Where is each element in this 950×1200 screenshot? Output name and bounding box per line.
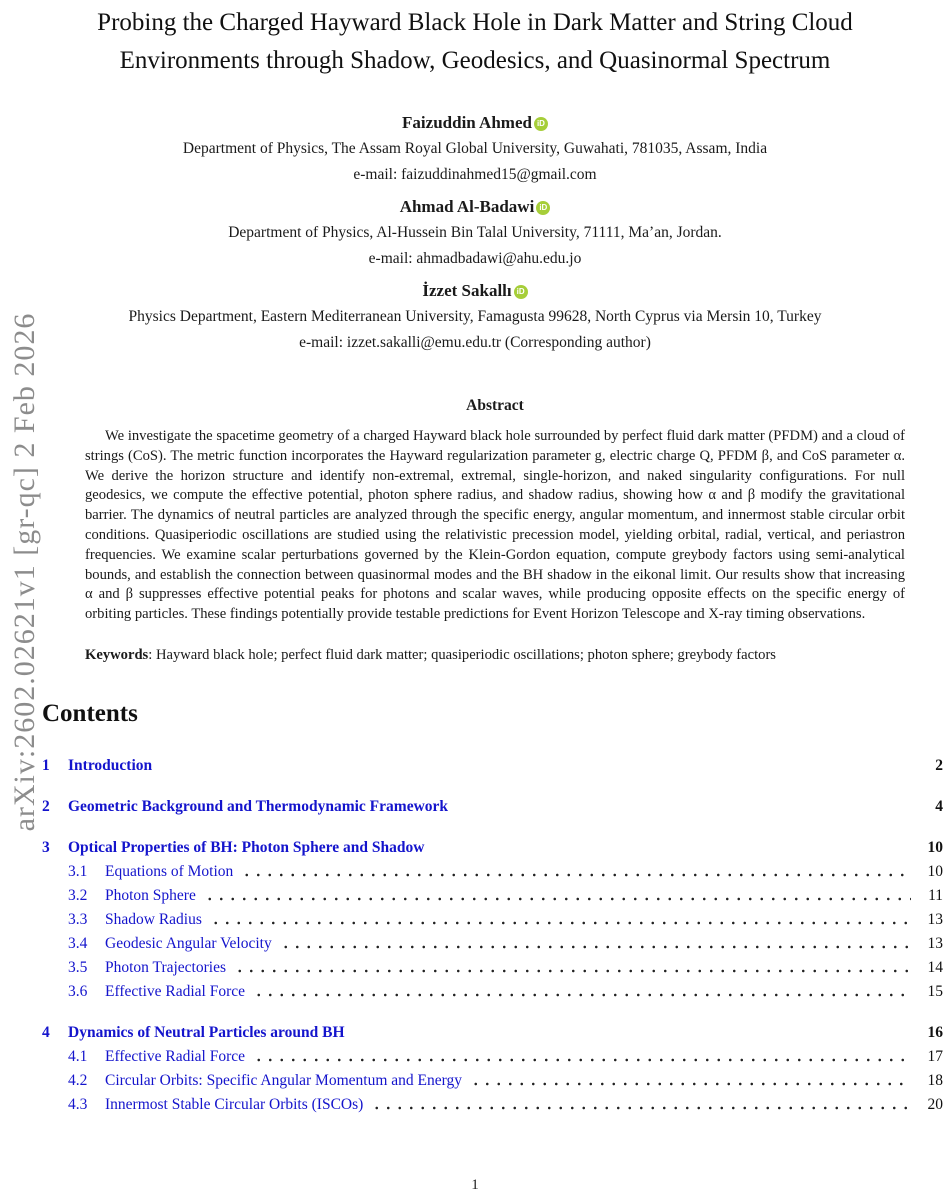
paper-title-line2: Environments through Shadow, Geodesics, and Quasinormal Spectrum (119, 47, 831, 74)
toc-entry-shadow-radius[interactable] (42, 908, 943, 932)
toc-entry-iscos[interactable] (42, 1093, 943, 1117)
author-email-3: e-mail: izzet.sakalli@emu.edu.tr (Corresponding author) (299, 333, 651, 351)
toc-dot-leader (353, 1033, 911, 1039)
toc-entry-title[interactable]: Dynamics of Neutral Particles around BH (68, 1023, 345, 1041)
author-affiliation-2: Department of Physics, Al-Hussein Bin Talal University, 71111, Ma’an, Jordan. (228, 224, 722, 241)
author-name-3 (0, 278, 950, 304)
toc-entry-title[interactable]: Optical Properties of BH: Photon Sphere and Shadow (68, 838, 425, 856)
toc-entry-title[interactable]: Geometric Background and Thermodynamic Framework (68, 797, 449, 815)
toc-entry-page: 2 (935, 756, 943, 774)
toc-entry-title[interactable]: Photon Trajectories (105, 958, 226, 976)
toc-dot-leader (371, 1105, 911, 1111)
toc-entry-page: 13 (927, 910, 943, 928)
toc-entry-page: 16 (927, 1023, 943, 1041)
toc-entry-circular-orbits[interactable] (42, 1069, 943, 1093)
toc-entry-number: 3.2 (68, 886, 88, 904)
abstract-section (85, 397, 905, 664)
toc-entry-page: 10 (927, 838, 943, 856)
toc-entry-title[interactable]: Effective Radial Force (105, 982, 246, 1000)
author-block (0, 110, 950, 355)
toc-entry-title[interactable]: Innermost Stable Circular Orbits (ISCOs) (105, 1095, 364, 1113)
toc-entry-photon-sphere[interactable] (42, 884, 943, 908)
toc-entry-effective-radial-force-4[interactable] (42, 1045, 943, 1069)
toc-entry-page: 20 (927, 1095, 943, 1113)
arxiv-watermark: arXiv:2602.02621v1 [gr-qc] 2 Feb 2026 (8, 312, 41, 832)
toc-entry-number: 3.5 (68, 958, 88, 976)
author-name-2 (0, 194, 950, 220)
toc-dot-leader (241, 872, 911, 878)
toc-entry-title[interactable]: Circular Orbits: Specific Angular Momentum and Energy (105, 1071, 462, 1089)
toc-entry-page: 11 (928, 886, 943, 904)
author-name-text: İzzet Sakallı (422, 281, 512, 300)
toc-entry-number: 1 (42, 756, 50, 774)
toc-entry-introduction[interactable] (42, 754, 943, 778)
toc-entry-title[interactable]: Introduction (68, 756, 153, 774)
toc-entry-number: 4.3 (68, 1095, 88, 1113)
keywords-label: Keywords (85, 646, 149, 663)
toc-dot-leader (280, 944, 911, 950)
author-name-text: Ahmad Al-Badawi (399, 197, 535, 216)
toc-entry-title[interactable]: Effective Radial Force (105, 1047, 246, 1065)
author-affiliation-1: Department of Physics, The Assam Royal Global University, Guwahati, 781035, Assam, India (182, 140, 768, 157)
toc-dot-leader (160, 766, 911, 772)
toc-entry-page: 17 (927, 1047, 943, 1065)
page-number: 1 (471, 1177, 479, 1193)
table-of-contents (42, 754, 943, 1117)
toc-entry-geodesic-angular-velocity[interactable] (42, 932, 943, 956)
toc-entry-page: 10 (927, 862, 943, 880)
toc-entry-number: 3.3 (68, 910, 88, 928)
toc-entry-optical-properties[interactable] (42, 836, 943, 860)
orcid-icon-label: iD (536, 119, 545, 128)
toc-entry-page: 13 (927, 934, 943, 952)
toc-entry-title[interactable]: Photon Sphere (105, 886, 196, 904)
toc-dot-leader (470, 1081, 911, 1087)
toc-dot-leader (432, 848, 911, 854)
keywords-line (85, 647, 905, 664)
toc-entry-number: 3.6 (68, 982, 88, 1000)
toc-entry-title[interactable]: Shadow Radius (105, 910, 202, 928)
toc-entry-number: 2 (42, 797, 50, 815)
toc-dot-leader (456, 807, 911, 813)
keywords-text: : Hayward black hole; perfect fluid dark matter; quasiperiodic oscillations; photon sphere; greybody factors (148, 646, 776, 663)
toc-entry-title[interactable]: Equations of Motion (105, 862, 234, 880)
abstract-heading: Abstract (466, 397, 524, 414)
toc-entry-number: 4.2 (68, 1071, 88, 1089)
toc-entry-page: 18 (927, 1071, 943, 1089)
author-email-2: e-mail: ahmadbadawi@ahu.edu.jo (368, 249, 582, 267)
abstract-text: We investigate the spacetime geometry of a charged Hayward black hole surrounded by perfect fluid dark matter (PFDM) and a cloud of strings (CoS). The metric function incorporates the Hayward regularization parameter g, electric charge Q, PFDM β, and CoS parameter α. We derive the horizon structure and identify non-extremal, extremal, single-horizon, and naked singularity configurations. For null geodesics, we compute the effective potential, photon sphere radius, and shadow radius, showing how α and β modify the gravitational barrier. The dynamics of neutral particles are analyzed through the specific energy, angular momentum, and innermost stable circular orbit conditions. Quasiperiodic oscillations are studied using the relativistic precession model, yielding orbital, radial, vertical, and periastron frequencies. We examine scalar perturbations governed by the Klein-Gordon equation, compute greybody factors using semi-analytical bounds, and establish the connection between quasinormal modes and the BH shadow in the eikonal limit. Our results show that increasing α and β suppresses effective potential peaks for photons and scalar waves, while producing opposite effects on the specific energy of orbiting particles. These findings potentially provide testable predictions for Event Horizon Telescope and X-ray timing observations. (85, 428, 905, 623)
toc-entry-number: 3.1 (68, 862, 88, 880)
toc-entry-page: 14 (927, 958, 943, 976)
author-name-1 (0, 110, 950, 136)
toc-entry-geometric-background[interactable] (42, 795, 943, 819)
paper-title (28, 4, 922, 80)
toc-entry-photon-trajectories[interactable] (42, 956, 943, 980)
orcid-icon[interactable] (536, 201, 550, 215)
contents-heading: Contents (42, 699, 138, 727)
toc-entry-number: 3.4 (68, 934, 88, 952)
toc-entry-page: 15 (927, 982, 943, 1000)
toc-dot-leader (253, 992, 911, 998)
toc-dot-leader (253, 1057, 911, 1063)
author-name-text: Faizuddin Ahmed (402, 113, 532, 132)
toc-entry-number: 3 (42, 838, 50, 856)
toc-dot-leader (210, 920, 911, 926)
toc-entry-number: 4.1 (68, 1047, 88, 1065)
orcid-icon[interactable] (534, 117, 548, 131)
toc-dot-leader (204, 896, 911, 902)
paper-title-line1: Probing the Charged Hayward Black Hole in Dark Matter and String Cloud (97, 9, 853, 36)
toc-entry-equations-of-motion[interactable] (42, 860, 943, 884)
author-email-1: e-mail: faizuddinahmed15@gmail.com (353, 165, 597, 183)
toc-dot-leader (234, 968, 911, 974)
toc-entry-page: 4 (935, 797, 943, 815)
toc-entry-dynamics-neutral-particles[interactable] (42, 1021, 943, 1045)
toc-entry-effective-radial-force-3[interactable] (42, 980, 943, 1004)
toc-entry-title[interactable]: Geodesic Angular Velocity (105, 934, 272, 952)
author-affiliation-3: Physics Department, Eastern Mediterranean University, Famagusta 99628, North Cyprus via Mersin 10, Turkey (128, 308, 822, 325)
orcid-icon-label: iD (516, 287, 525, 296)
orcid-icon[interactable] (514, 285, 528, 299)
toc-entry-number: 4 (42, 1023, 50, 1041)
orcid-icon-label: iD (539, 203, 548, 212)
